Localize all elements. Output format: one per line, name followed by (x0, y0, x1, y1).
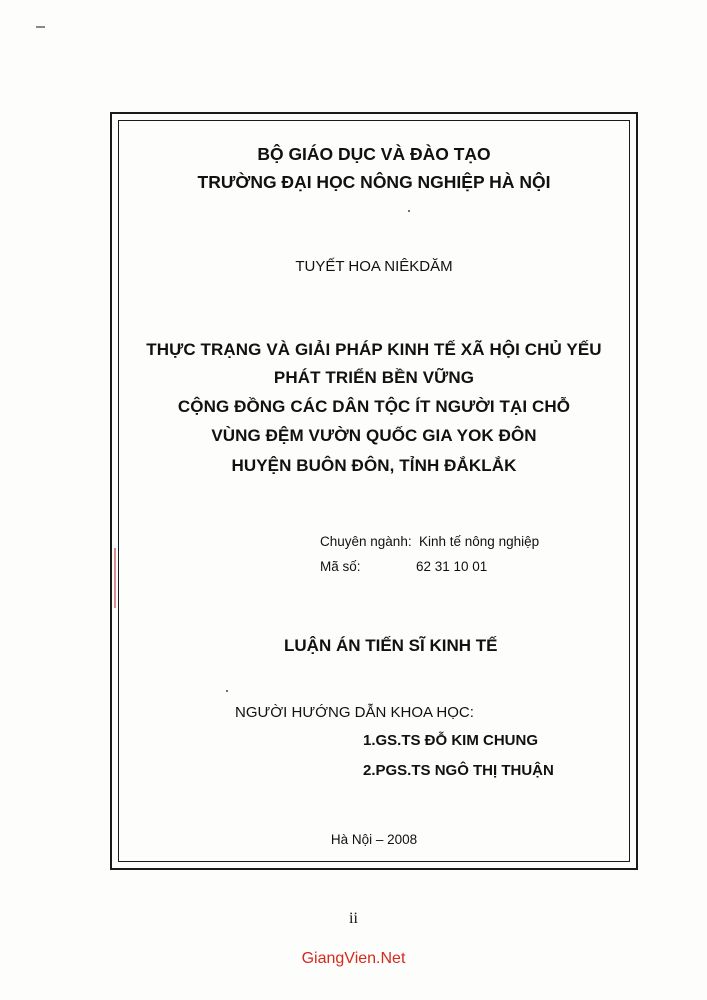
code-label: Mã số: (320, 559, 361, 574)
thesis-title-line-2: PHÁT TRIỂN BỀN VỮNG (273, 368, 475, 387)
university-name: TRƯỜNG ĐẠI HỌC NÔNG NGHIỆP HÀ NỘI (197, 172, 551, 192)
ministry-name: BỘ GIÁO DỤC VÀ ĐÀO TẠO (257, 144, 491, 164)
scan-dot (408, 210, 410, 212)
thesis-title-line-1: THỰC TRẠNG VÀ GIẢI PHÁP KINH TẾ XÃ HỘI CHỦ YẾU (146, 340, 602, 359)
thesis-title-line-4: VÙNG ĐỆM VƯỜN QUỐC GIA YOK ĐÔN (211, 426, 537, 445)
scan-dot (226, 690, 228, 692)
code-value: 62 31 10 01 (416, 559, 488, 574)
scan-artifact (36, 26, 45, 28)
advisor-2: 2.PGS.TS NGÔ THỊ THUẬN (363, 762, 554, 779)
scan-artifact-red (114, 548, 116, 608)
specialization-label: Chuyên ngành: (320, 534, 412, 549)
page-number: ii (349, 910, 358, 927)
place-date: Hà Nội – 2008 (330, 832, 418, 847)
thesis-title-line-5: HUYỆN BUÔN ĐÔN, TỈNH ĐẮKLẮK (231, 456, 517, 475)
advisor-1: 1.GS.TS ĐỖ KIM CHUNG (363, 732, 539, 749)
thesis-title-line-3: CỘNG ĐỒNG CÁC DÂN TỘC ÍT NGƯỜI TẠI CHỖ (177, 397, 571, 416)
advisor-heading: NGƯỜI HƯỚNG DẪN KHOA HỌC: (235, 704, 474, 721)
cover-page (118, 120, 630, 862)
specialization-value: Kinh tế nông nghiệp (419, 534, 540, 549)
author-name: TUYẾT HOA NIÊKDĂM (295, 258, 453, 275)
watermark: GiangVien.Net (301, 950, 406, 967)
degree-title: LUẬN ÁN TIẾN SĨ KINH TẾ (284, 636, 498, 655)
